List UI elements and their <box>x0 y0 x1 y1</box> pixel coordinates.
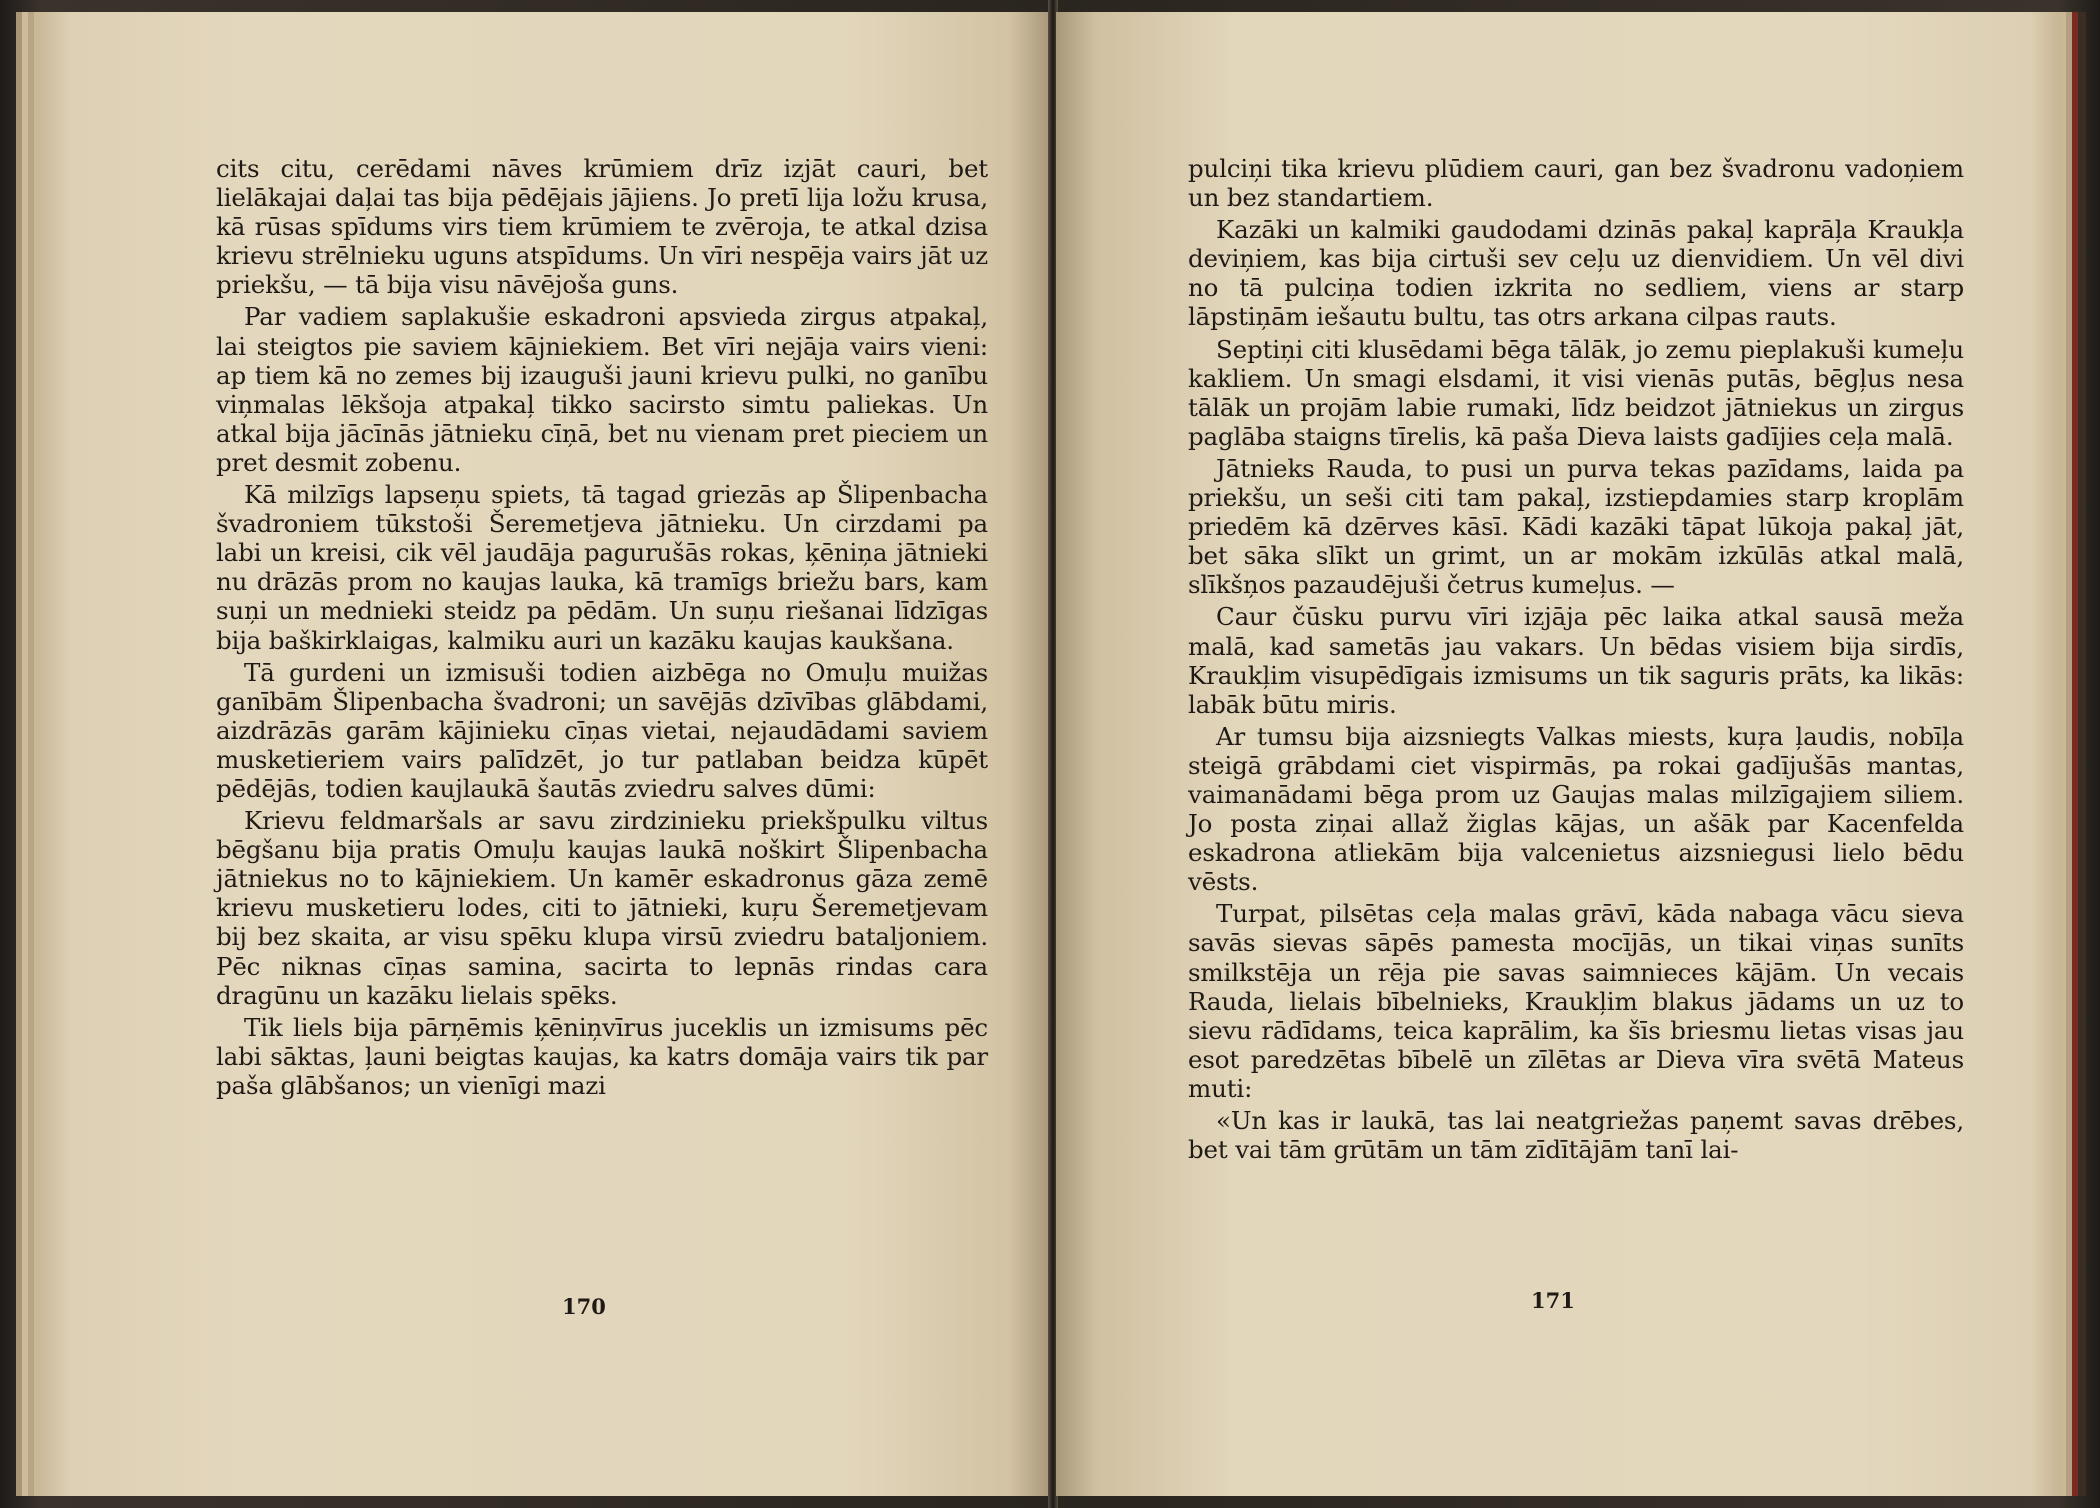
paragraph: Kā milzīgs lapseņu spiets, tā tagad griezās ap Šlipenbacha švadroniem tūkstoši Šeremetjeva jātnieku. Un cirzdami pa labi un kreisi, cik vēl jaudāja pagurušās rokas, ķēniņa jātnieki nu drāzās prom no kaujas lauka, kā tramīgs briežu bars, kam suņi un mednieki steidz pa pēdām. Un suņu riešanai līdzīgas bija baškirklaigas, kalmiku auri un kazāku kaujas kaukšana. <box>216 480 988 655</box>
paragraph: cits citu, cerēdami nāves krūmiem drīz izjāt cauri, bet lielākajai daļai tas bija pēdējais jājiens. Jo pretī lija ložu krusa, kā rūsas spīdums virs tiem krūmiem te zvēroja, te atkal dzisa krievu strēlnieku uguns atspīdums. Un vīri nespēja vairs jāt uz priekšu, — tā bija visu nāvējoša guns. <box>216 154 988 300</box>
paragraph: Kazāki un kalmiki gaudodami dzinās pakaļ kaprāļa Kraukļa deviņiem, kas bija cirtuši sev ceļu uz dienvidiem. Un vēl divi no tā pulciņa todien izkrita no sedliem, viens ar starp lāpstiņām iešautu bultu, tas otrs arkana cilpas rauts. <box>1188 215 1964 332</box>
paragraph: Tā gurdeni un izmisuši todien aizbēga no Omuļu muižas ganībām Šlipenbacha švadroni; un savējās dzīvības glābdami, aizdrāzās garām kājinieku cīņas vietai, nejaudādami saviem musketieriem vairs palīdzēt, jo tur patlaban beidza kūpēt pēdējās, todien kaujlaukā šautās zviedru salves dūmi: <box>216 657 988 803</box>
paragraph: Turpat, pilsētas ceļa malas grāvī, kāda nabaga vācu sieva savās sievas sāpēs pamesta mocījās, un tikai viņas sunīts smilkstēja un rēja pie savas saimnieces kājām. Un vecais Rauda, lielais bībelnieks, Kraukļim blakus jādams un uz to sievu rādīdams, teica kaprālim, ka šīs briesmu lietas visas jau esot paredzētas bībelē un zīlētas ar Dieva vīra svētā Mateus muti: <box>1188 899 1964 1103</box>
paragraph: pulciņi tika krievu plūdiem cauri, gan bez švadronu vadoņiem un bez standartiem. <box>1188 154 1964 213</box>
paragraph: Caur čūsku purvu vīri izjāja pēc laika atkal sausā meža malā, kad sametās jau vakars. Un bēdas visiem bija sirdīs, Kraukļim visupēdīgais izmisums un tik saguris prāts, ka likās: labāk būtu miris. <box>1188 602 1964 719</box>
paragraph: Par vadiem saplakušie eskadroni apsvieda zirgus atpakaļ, lai steigtos pie saviem kājniekiem. Bet vīri nejāja vairs vieni: ap tiem kā no zemes bij izauguši jauni krievu pulki, no ganību viņmalas lēkšoja atpakaļ tikko sacirsto simtu paliekas. Un atkal bija jācīnās jātnieku cīņā, bet nu vienam pret pieciem un pret desmit zobenu. <box>216 302 988 477</box>
right-page <box>1056 12 2060 1496</box>
left-page-text <box>216 154 988 1103</box>
right-page-text <box>1188 154 1964 1167</box>
paragraph: Jātnieks Rauda, to pusi un purva tekas pazīdams, laida pa priekšu, un seši citi tam pakaļ, izstiepdamies starp kroplām priedēm kā dzērves kāsī. Kādi kazāki tāpat lūkoja pakaļ jāt, bet sāka slīkt un grimt, un ar mokām izkūlās atkal malā, slīkšņos pazaudējuši četrus kumeļus. — <box>1188 453 1964 600</box>
page-number-left: 170 <box>562 1294 606 1319</box>
paragraph: Tik liels bija pārņēmis ķēniņvīrus juceklis un izmisums pēc labi sāktas, ļauni beigtas kaujas, ka katrs domāja vairs tik par paša glābšanos; un vienīgi mazi <box>216 1012 988 1100</box>
paragraph: «Un kas ir laukā, tas lai neatgriežas paņemt savas drēbes, bet vai tām grūtām un tām zīdītājām tanī lai- <box>1188 1106 1964 1165</box>
page-number-right: 171 <box>1531 1288 1575 1313</box>
paragraph: Ar tumsu bija aizsniegts Valkas miests, kuŗa ļaudis, nobīļa steigā grābdami ciet vispirmās, pa rokai gadījušās mantas, vaimanādami bēga prom uz Gaujas malas milzīgajiem siliem. Jo posta ziņai allaž žiglas kājas, un ašāk par Kacenfelda eskadrona atliekām bija valcenietus aizsniegusi lielo bēdu vēsts. <box>1188 721 1964 897</box>
left-page <box>40 12 1050 1496</box>
paragraph: Septiņi citi klusēdami bēga tālāk, jo zemu pieplakuši kumeļu kakliem. Un smagi elsdami, it visi vienās putās, bēgļus nesa tālāk un projām labie rumaki, līdz beidzot jātniekus un zirgus paglāba staigns tīrelis, kā paša Dieva laists gadījies ceļa malā. <box>1188 334 1964 451</box>
paragraph: Krievu feldmaršals ar savu zirdzinieku priekšpulku viltus bēgšanu bija pratis Omuļu kaujas laukā noškirt Šlipenbacha jātniekus no to kājniekiem. Un kamēr eskadronus gāza zemē krievu musketieru lodes, citi to jātnieki, kuŗu Šeremetjevam bij bez skaita, ar visu spēku klupa virsū zviedru bataljoniem. Pēc niknas cīņas samina, sacirta to lepnās rindas cara dragūnu un kazāku lielais spēks. <box>216 806 988 1010</box>
